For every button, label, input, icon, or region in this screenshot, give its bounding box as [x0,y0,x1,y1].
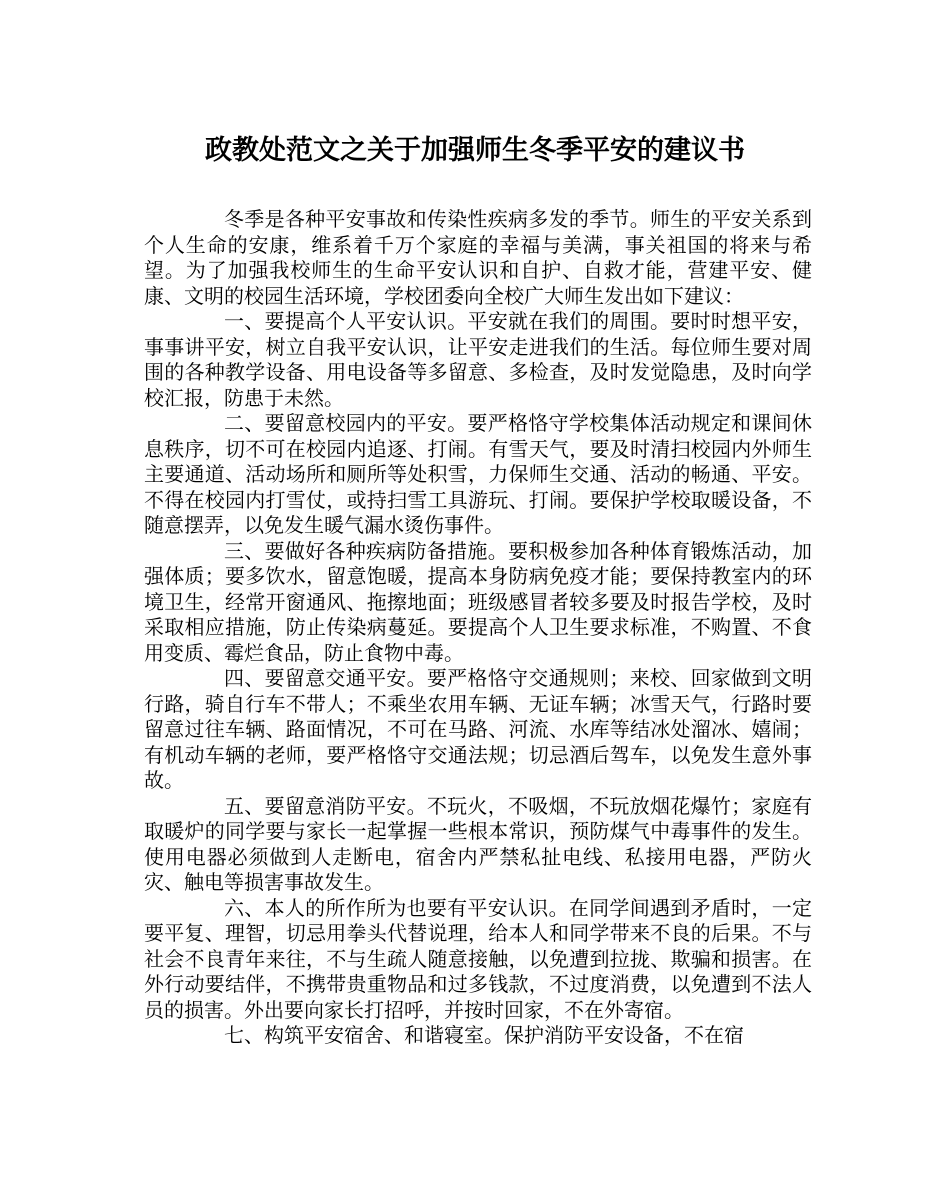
paragraph-item-7: 七、构筑平安宿舍、和谐寝室。保护消防平安设备，不在宿 [224,1023,744,1047]
paragraph-item-1: 一、要提高个人平安认识。平安就在我们的周围。要时时想平安，事事讲平安，树立自我平安认识，让平安走进我们的生活。每位师生要对周围的各种教学设备、用电设备等多留意、多检查，及时发觉隐患，及时向学校汇报，防患于未然。 [144,309,812,410]
paragraph-item-5: 五、要留意消防平安。不玩火，不吸烟，不玩放烟花爆竹；家庭有取暖炉的同学要与家长一起掌握一些根本常识，预防煤气中毒事件的发生。使用电器必须做到人走断电，宿舍内严禁私扯电线、私接用电器，严防火灾、触电等损害事故发生。 [144,793,812,894]
paragraph-item-3: 三、要做好各种疾病防备措施。要积极参加各种体育锻炼活动，加强体质；要多饮水，留意饱暖，提高本身防病免疫才能；要保持教室内的环境卫生，经常开窗通风、拖擦地面；班级感冒者较多要及时报告学校，及时采取相应措施，防止传染病蔓延。要提高个人卫生要求标准，不购置、不食用变质、霉烂食品，防止食物中毒。 [144,538,812,665]
document-body [144,207,812,1049]
paragraph-item-2: 二、要留意校园内的平安。要严格恪守学校集体活动规定和课间休息秩序，切不可在校园内追逐、打闹。有雪天气，要及时清扫校园内外师生主要通道、活动场所和厕所等处积雪，力保师生交通、活动的畅通、平安。不得在校园内打雪仗，或持扫雪工具游玩、打闹。要保护学校取暖设备，不随意摆弄，以免发生暖气漏水烫伤事件。 [144,411,812,537]
paragraph-intro: 冬季是各种平安事故和传染性疾病多发的季节。师生的平安关系到个人生命的安康，维系着千万个家庭的幸福与美满，事关祖国的将来与希望。为了加强我校师生的生命平安认识和自护、自救才能，营建平安、健康、文明的校园生活环境，学校团委向全校广大师生发出如下建议： [144,207,812,308]
document-title: 政教处范文之关于加强师生冬季平安的建议书 [205,135,745,166]
paragraph-item-4: 四、要留意交通平安。要严格恪守交通规则；来校、回家做到文明行路，骑自行车不带人；不乘坐农用车辆、无证车辆；冰雪天气，行路时要留意过往车辆、路面情况，不可在马路、河流、水库等结冰处溜冰、嬉闹；有机动车辆的老师，要严格恪守交通法规；切忌酒后驾车，以免发生意外事故。 [144,666,812,792]
paragraph-item-6: 六、本人的所作所为也要有平安认识。在同学间遇到矛盾时，一定要平复、理智，切忌用拳头代替说理，给本人和同学带来不良的后果。不与社会不良青年来往，不与生疏人随意接触，以免遭到拉拢、欺骗和损害。在外行动要结伴，不携带贵重物品和过多钱款，不过度消费，以免遭到不法人员的损害。外出要向家长打招呼，并按时回家，不在外寄宿。 [144,895,812,1022]
